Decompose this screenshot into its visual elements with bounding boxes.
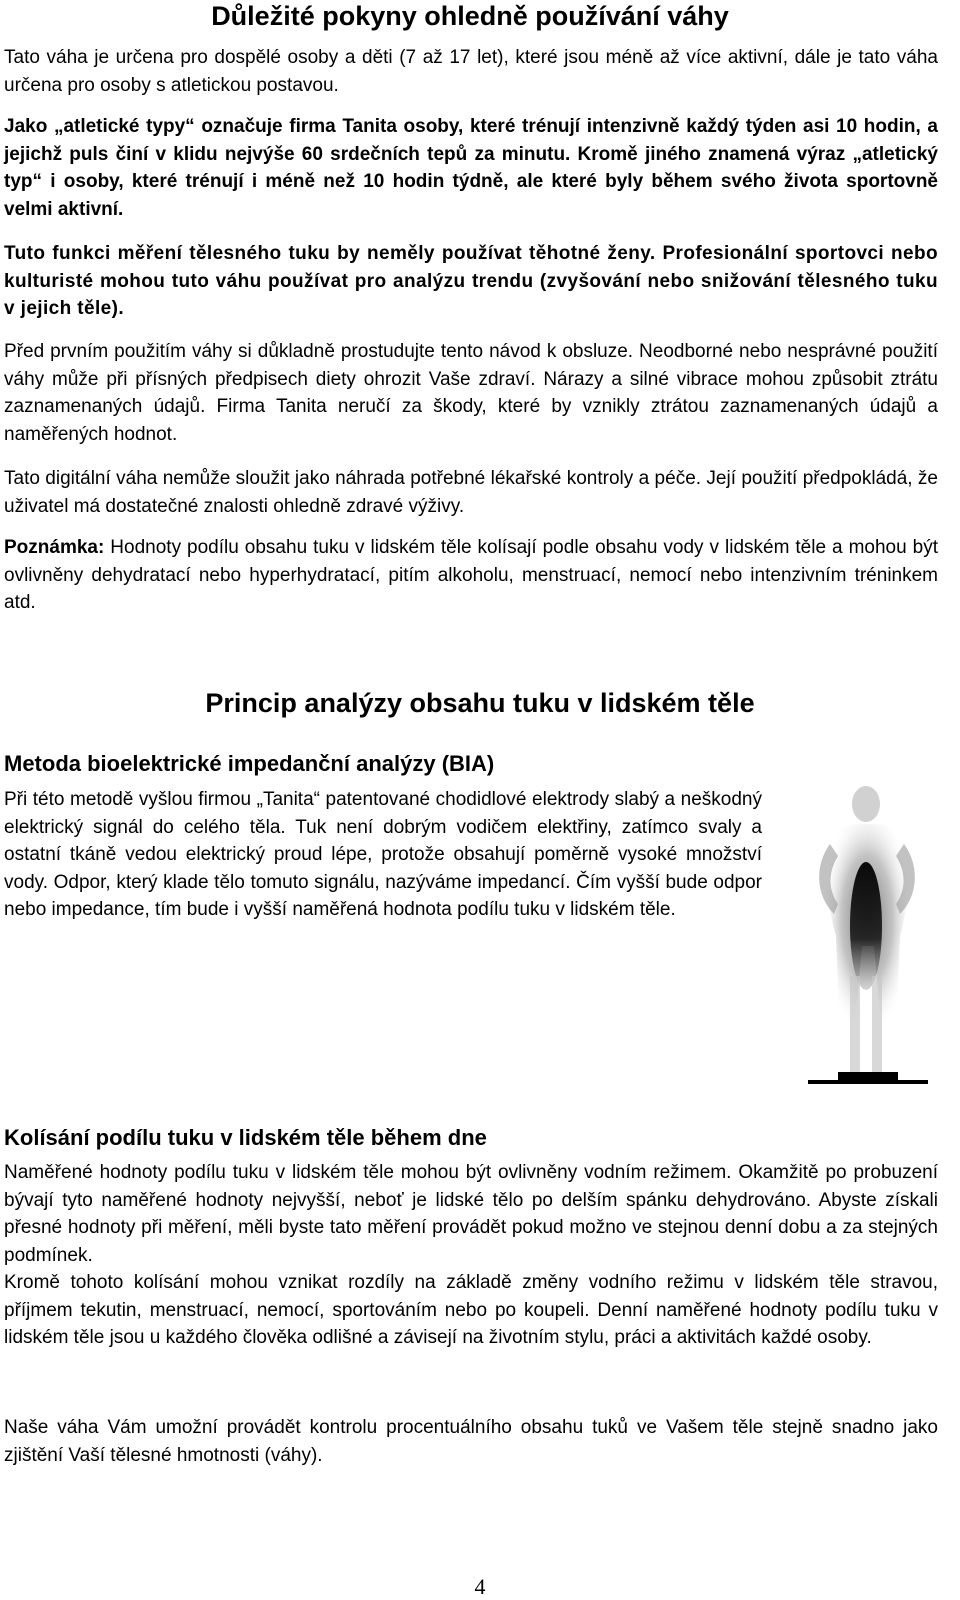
fluctuation-heading: Kolísání podílu tuku v lidském těle během dne: [4, 1125, 487, 1150]
note-text: Hodnoty podílu obsahu tuku v lidském těle kolísají podle obsahu vody v lidském těle a mohou být ovlivněny dehydratací nebo hyperhydratací, pitím alkoholu, menstruací, nemocí nebo intenzivním tréninkem atd.: [4, 537, 938, 613]
intro-paragraph-pregnancy-warning: Tuto funkci měření tělesného tuku by neměly používat těhotné ženy. Profesionální sportovci nebo kulturisté mohou tuto váhu používat pro analýzu trendu (zvyšování nebo snižování tělesného tuku v jejich těle).: [4, 243, 938, 319]
intro-paragraph-medical-disclaimer: Tato digitální váha nemůže sloužit jako náhrada potřebné lékařské kontroly a péče. Její použití předpokládá, že uživatel má dostatečné znalosti ohledně zdravé výživy.: [4, 468, 938, 517]
note-label: Poznámka:: [4, 537, 105, 558]
page-title: Důležité pokyny ohledně používání váhy: [211, 1, 729, 31]
bia-paragraph: Při této metodě vyšlou firmou „Tanita“ patentované chodidlové elektrody slabý a neškodný elektrický signál do celého těla. Tuk není dobrým vodičem elektřiny, zatímco svaly a ostatní tkáně vedou elektrický proud lépe, protože obsahují poměrně vysoké množství vody. Odpor, který klade tělo tomuto signálu, nazýváme impedancí. Čím vyšší bude odpor nebo impedance, tím bude i vyšší naměřená hodnota podílu tuku v lidském těle.: [4, 789, 762, 920]
fluctuation-paragraph-differences: Kromě tohoto kolísání mohou vznikat rozdíly na základě změny vodního režimu v lidském těle stravou, příjmem tekutin, menstruací, nemocí, sportováním nebo po koupeli. Denní naměřené hodnoty podílu tuku v lidském těle jsou u každého člověka odlišné a závisejí na životním stylu, práci a aktivitách každé osoby.: [4, 1272, 938, 1348]
section-title: Princip analýzy obsahu tuku v lidském těle: [205, 688, 755, 718]
fluctuation-paragraph-water-regime: Naměřené hodnoty podílu tuku v lidském těle mohou být ovlivněny vodním režimem. Okamžitě po probuzení bývají tyto naměřené hodnoty nejvyšší, neboť je lidské tělo po delším spánku dehydrováno. Abyste získali přesné hodnoty při měření, měli byste tato měření provádět pokud možno ve stejnou denní dobu a za stejných podmínek.: [4, 1162, 938, 1266]
fluctuation-paragraph-scale-benefit: Naše váha Vám umožní provádět kontrolu procentuálního obsahu tuků ve Vašem těle stejně snadno jako zjištění Vaší tělesné hmotnosti (váhy).: [4, 1417, 938, 1466]
intro-note: [4, 534, 938, 617]
body-silhouette-illustration: [808, 786, 928, 1106]
intro-paragraph-manual-warning: Před prvním použitím váhy si důkladně prostudujte tento návod k obsluze. Neodborné nebo nesprávné použití váhy může při přísných předpisech diety ohrozit Vaše zdraví. Nárazy a silné vibrace mohou způsobit ztrátu zaznamenaných údajů. Firma Tanita neručí za škody, které by vznikly ztrátou zaznamenaných údajů a naměřených hodnot.: [4, 341, 938, 445]
intro-paragraph-athletic-type: Jako „atletické typy“ označuje firma Tanita osoby, které trénují intenzivně každý týden asi 10 hodin, a jejichž puls činí v klidu nejvýše 60 srdečních tepů za minutu. Kromě jiného znamená výraz „atletický typ“ i osoby, které trénují i méně než 10 hodin týdně, ale které byly během svého života sportovně velmi aktivní.: [4, 116, 938, 220]
bia-heading: Metoda bioelektrické impedanční analýzy (BIA): [4, 751, 495, 776]
page-number: 4: [474, 1574, 486, 1599]
intro-paragraph-audience: Tato váha je určena pro dospělé osoby a děti (7 až 17 let), které jsou méně až více aktivní, dále je tato váha určena pro osoby s atletickou postavou.: [4, 47, 938, 96]
